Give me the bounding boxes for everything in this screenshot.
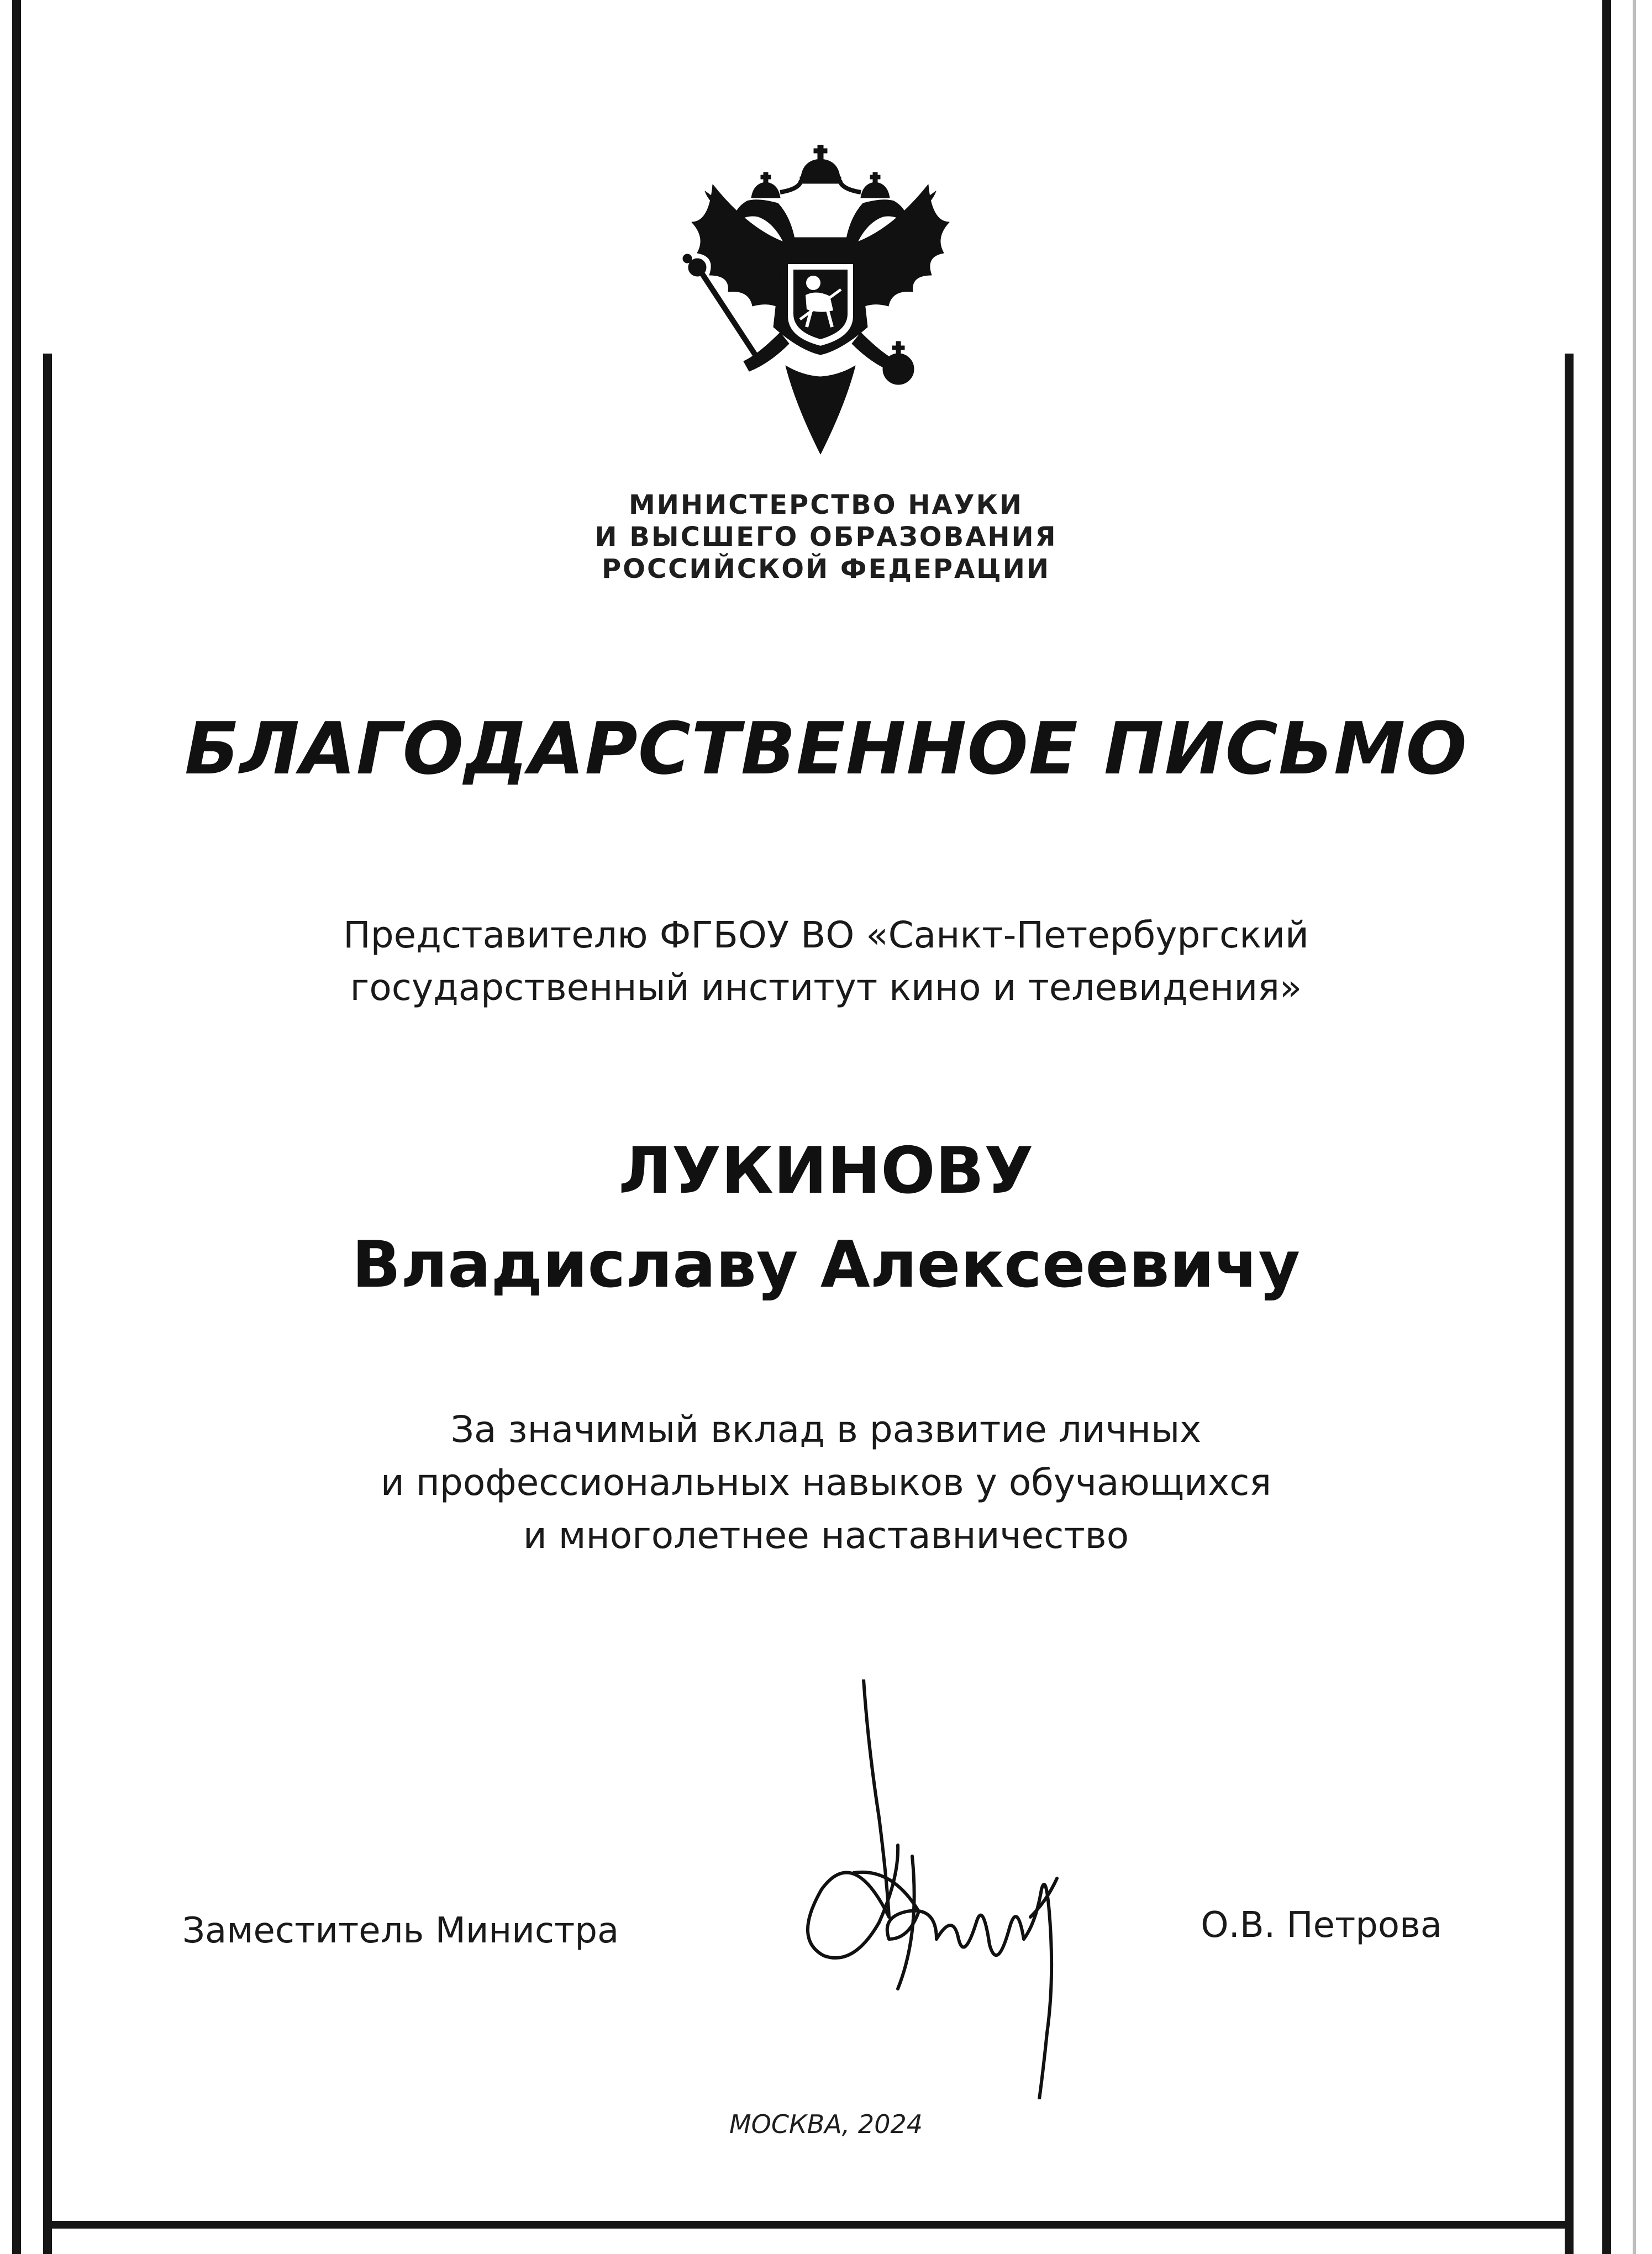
recipient-org-line: Представителю ФГБОУ ВО «Санкт-Петербургский	[343, 914, 1309, 956]
letter-title: БЛАГОДАРСТВЕННОЕ ПИСЬМО	[185, 707, 1467, 791]
signer-name: О.В. Петрова	[1201, 1905, 1442, 1946]
ministry-line: РОССИЙСКОЙ ФЕДЕРАЦИИ	[601, 554, 1051, 584]
double-headed-eagle-emblem	[675, 145, 965, 465]
recipient-organization	[0, 909, 1652, 1014]
recipient-name	[0, 1124, 1652, 1312]
ministry-line: МИНИСТЕРСТВО НАУКИ	[628, 489, 1024, 520]
recipient-org-line: государственный институт кино и телевидения»	[350, 966, 1302, 1009]
reason-line: и профессиональных навыков у обучающихся	[380, 1461, 1272, 1504]
recipient-given-names: Владиславу Алексеевичу	[351, 1228, 1301, 1302]
border-bottom-inner	[43, 2221, 1574, 2229]
award-reason	[0, 1403, 1652, 1562]
reason-line: За значимый вклад в развитие личных	[450, 1408, 1202, 1451]
signer-position: Заместитель Министра	[182, 1910, 619, 1951]
handwritten-signature	[771, 1679, 1080, 2099]
place-and-year: МОСКВА, 2024	[729, 2109, 923, 2139]
recipient-surname: ЛУКИНОВУ	[618, 1134, 1034, 1208]
ministry-line: И ВЫСШЕГО ОБРАЗОВАНИЯ	[594, 522, 1058, 552]
reason-line: и многолетнее наставничество	[523, 1514, 1129, 1557]
ministry-name	[0, 489, 1652, 585]
